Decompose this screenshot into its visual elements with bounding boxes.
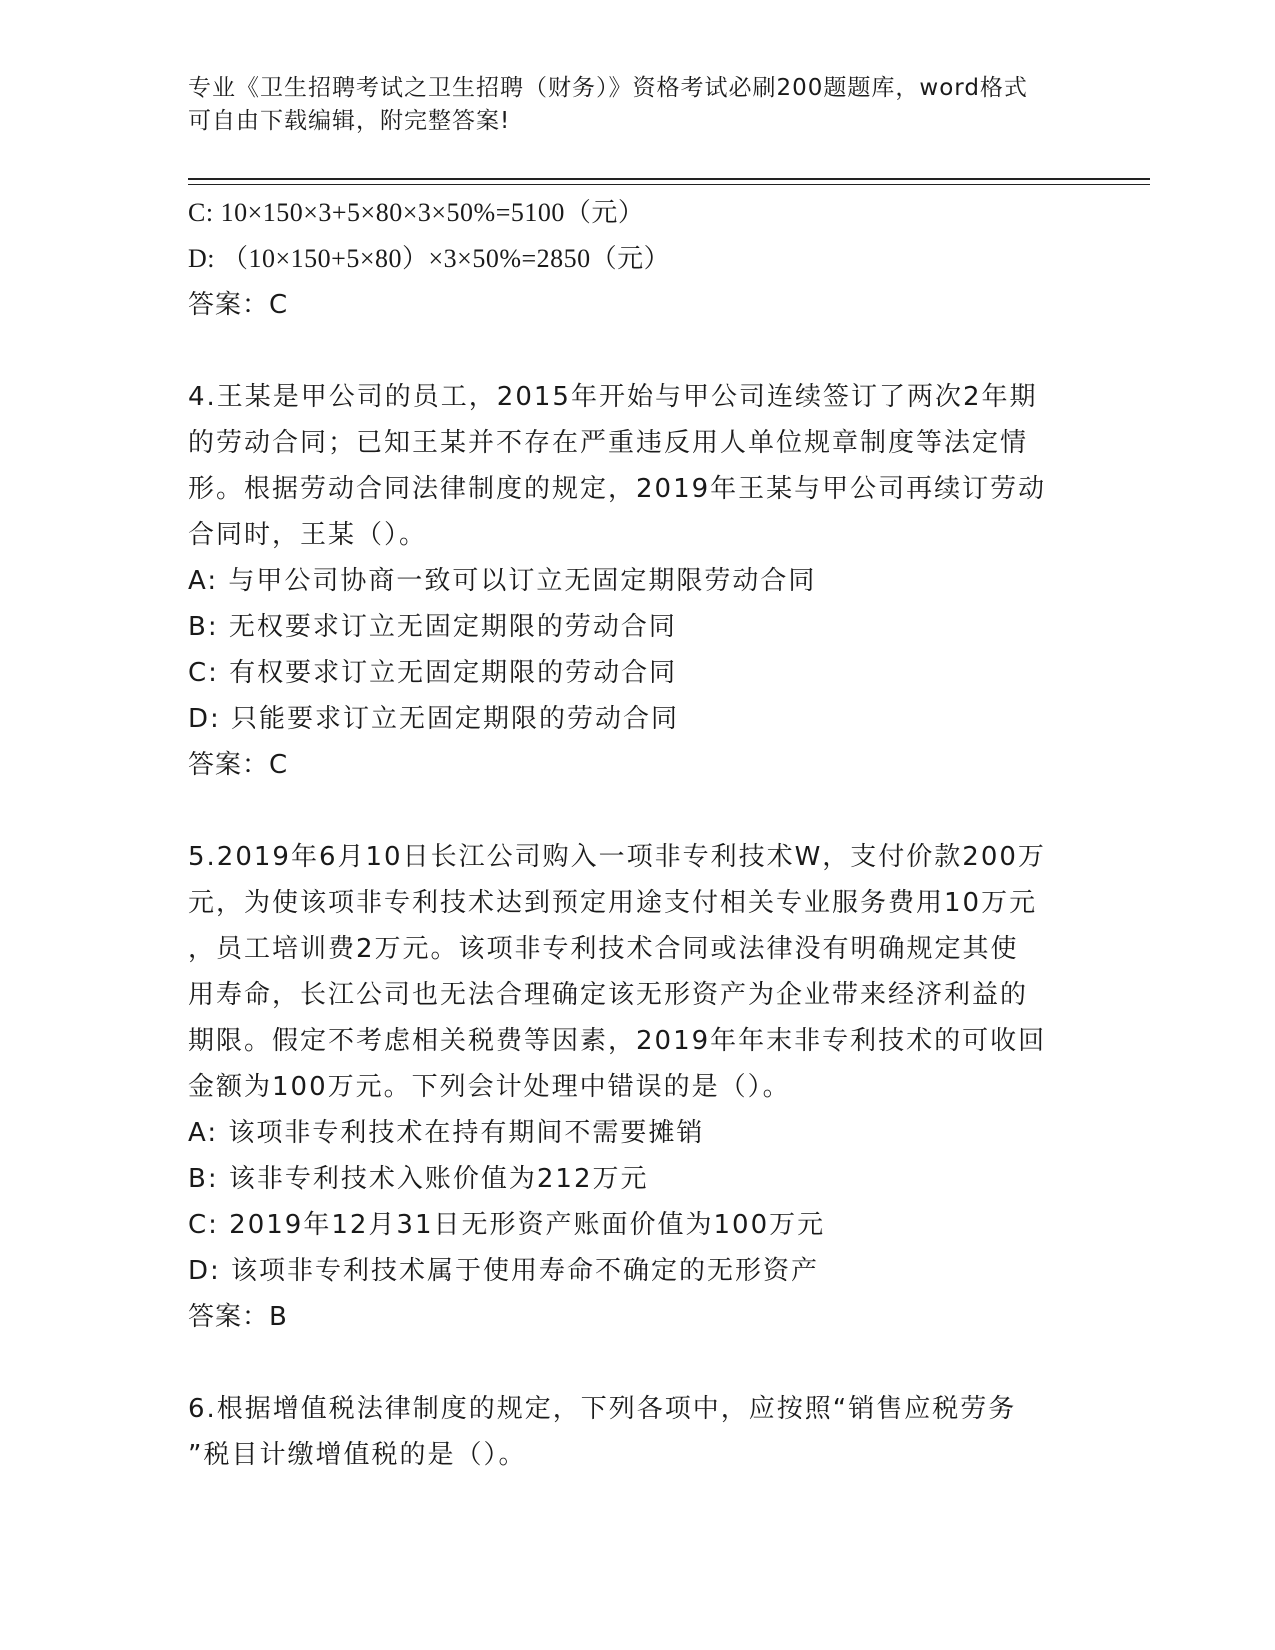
q4-option-b: B: 无权要求订立无固定期限的劳动合同 xyxy=(188,612,677,642)
spacer xyxy=(188,1340,1088,1386)
q5-stem-line: 元，为使该项非专利技术达到预定用途支付相关专业服务费用10万元 xyxy=(188,888,1038,918)
q4-answer: 答案：C xyxy=(188,750,289,780)
q5-option-c: C: 2019年12月31日无形资产账面价值为100万元 xyxy=(188,1210,826,1240)
question-3 xyxy=(188,190,1088,328)
q4-stem-line: 合同时，王某（）。 xyxy=(188,520,428,550)
q4-stem-line: 4.王某是甲公司的员工，2015年开始与甲公司连续签订了两次2年期 xyxy=(188,382,1038,412)
document-body xyxy=(188,190,1088,1478)
q6-stem-line: 6.根据增值税法律制度的规定，下列各项中，应按照“销售应税劳务 xyxy=(188,1394,1017,1424)
q4-option-a: A: 与甲公司协商一致可以订立无固定期限劳动合同 xyxy=(188,566,817,596)
header-divider-thin xyxy=(188,184,1150,185)
q4-stem-line: 形。根据劳动合同法律制度的规定，2019年王某与甲公司再续订劳动 xyxy=(188,474,1047,504)
header-divider-thick xyxy=(188,178,1150,180)
q5-stem-line: 金额为100万元。下列会计处理中错误的是（）。 xyxy=(188,1072,791,1102)
q5-stem-line: 用寿命，长江公司也无法合理确定该无形资产为企业带来经济利益的 xyxy=(188,980,1029,1010)
q5-option-d: D: 该项非专利技术属于使用寿命不确定的无形资产 xyxy=(188,1256,820,1286)
q5-answer: 答案：B xyxy=(188,1302,288,1332)
question-4 xyxy=(188,374,1088,788)
q4-option-c: C: 有权要求订立无固定期限的劳动合同 xyxy=(188,658,678,688)
q5-stem-line: 5.2019年6月10日长江公司购入一项非专利技术W，支付价款200万 xyxy=(188,842,1046,872)
q5-option-a: A: 该项非专利技术在持有期间不需要摊销 xyxy=(188,1118,705,1148)
spacer xyxy=(188,328,1088,374)
q5-stem-line: 期限。假定不考虑相关税费等因素，2019年年末非专利技术的可收回 xyxy=(188,1026,1047,1056)
page-header xyxy=(188,72,1068,138)
q3-option-c: C: 10×150×3+5×80×3×50%=5100（元） xyxy=(188,198,645,227)
q4-option-d: D: 只能要求订立无固定期限的劳动合同 xyxy=(188,704,680,734)
q4-stem-line: 的劳动合同；已知王某并不存在严重违反用人单位规章制度等法定情 xyxy=(188,428,1029,458)
q3-answer: 答案：C xyxy=(188,290,289,320)
question-6 xyxy=(188,1386,1088,1478)
q5-stem-line: ，员工培训费2万元。该项非专利技术合同或法律没有明确规定其使 xyxy=(188,934,1019,964)
header-title-line-2: 可自由下载编辑，附完整答案! xyxy=(188,108,511,134)
question-5 xyxy=(188,834,1088,1340)
q6-stem-line: ”税目计缴增值税的是（）。 xyxy=(188,1440,527,1470)
spacer xyxy=(188,788,1088,834)
header-title-line-1: 专业《卫生招聘考试之卫生招聘（财务）》资格考试必刷200题题库，word格式 xyxy=(188,75,1028,101)
q5-option-b: B: 该非专利技术入账价值为212万元 xyxy=(188,1164,649,1194)
q3-option-d: D: （10×150+5×80）×3×50%=2850（元） xyxy=(188,244,671,273)
